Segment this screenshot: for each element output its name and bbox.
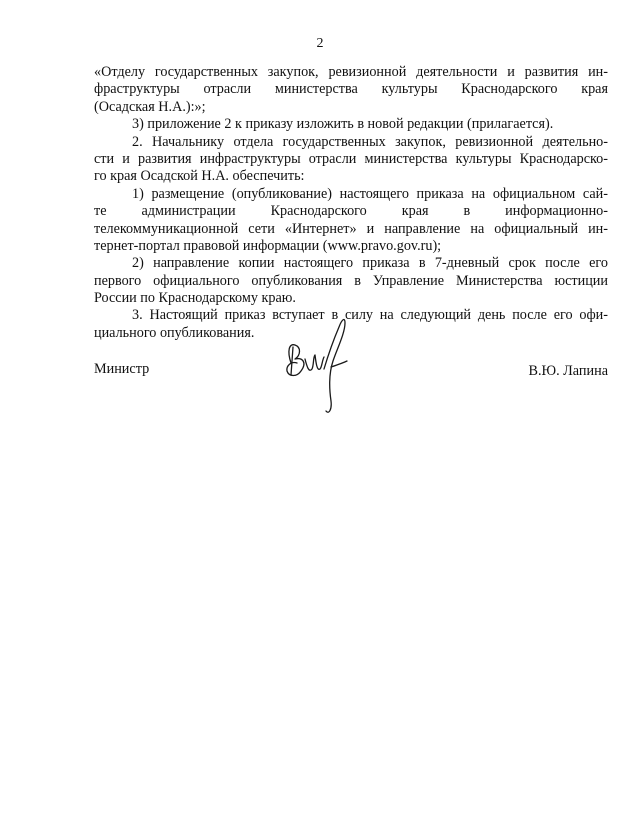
page-number: 2 [316, 36, 324, 51]
paragraph-6-line-2: циального опубликования. [94, 324, 255, 341]
paragraph-5-line-3: России по Краснодарскому краю. [94, 290, 296, 307]
paragraph-1-line-2: фраструктуры отрасли министерства культуры Краснодарского края [94, 81, 608, 98]
paragraph-4-line-2: те администрации Краснодарского края в информационно- [94, 203, 608, 220]
paragraph-4-line-4: тернет-портал правовой информации (www.pravo.gov.ru); [94, 237, 442, 254]
paragraph-4-line-3: телекоммуникационной сети «Интернет» и направление на официальный ин- [94, 220, 608, 237]
paragraph-5-line-1: 2) направление копии настоящего приказа в 7-дневный срок после его [132, 255, 608, 272]
position-title: Министр [94, 361, 150, 377]
paragraph-4-line-1: 1) размещение (опубликование) настоящего приказа на официальном сай- [132, 185, 608, 202]
handwritten-signature [279, 311, 359, 421]
paragraph-3-line-2: сти и развития инфраструктуры отрасли министерства культуры Краснодарско- [94, 150, 608, 167]
paragraph-6-line-1: 3. Настоящий приказ вступает в силу на следующий день после его офи- [132, 307, 608, 324]
paragraph-3-line-1: 2. Начальнику отдела государственных закупок, ревизионной деятельно- [132, 133, 608, 150]
paragraph-5-line-2: первого официального опубликования в Управление Министерства юстиции [94, 272, 608, 289]
paragraph-2-line-1: 3) приложение 2 к приказу изложить в новой редакции (прилагается). [132, 116, 554, 133]
document-body [94, 64, 608, 342]
paragraph-1-line-3: (Осадская Н.А.):»; [94, 98, 206, 115]
signature-block [94, 355, 608, 415]
signatory-name: В.Ю. Лапина [528, 363, 608, 379]
paragraph-1-line-1: «Отделу государственных закупок, ревизионной деятельности и развития ин- [94, 64, 608, 80]
paragraph-3-line-3: го края Осадской Н.А. обеспечить: [94, 168, 305, 185]
